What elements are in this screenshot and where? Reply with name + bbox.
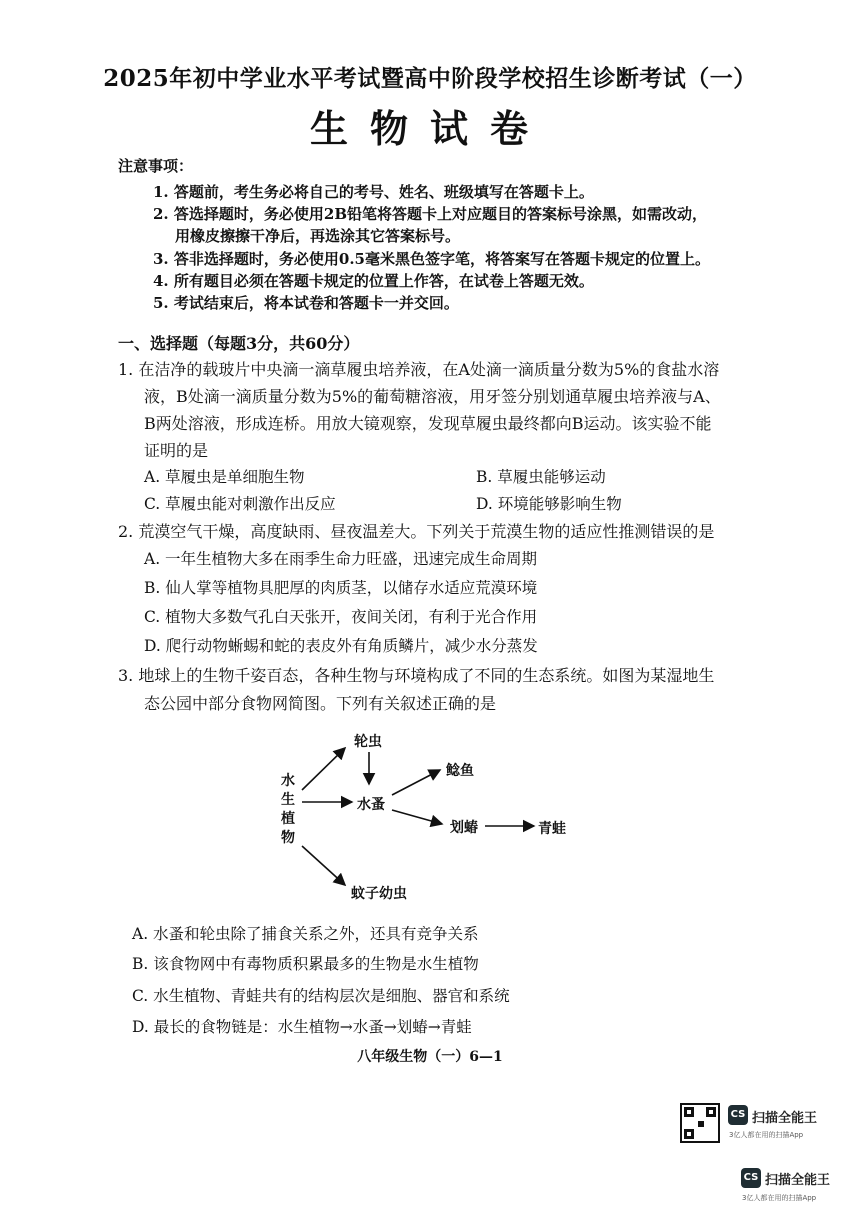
node-diving-beetle: 划蝽 (450, 820, 478, 836)
notice-item-1: 1. 答题前，考生务必将自己的考号、姓名、班级填写在答题卡上。 (153, 183, 594, 201)
q1-option-c: C. 草履虫能对刺激作出反应 (144, 495, 336, 513)
q3-option-c: C. 水生植物、青蛙共有的结构层次是细胞、器官和系统 (132, 987, 510, 1005)
q2-option-a: A. 一年生植物大多在雨季生命力旺盛，迅速完成生命周期 (144, 550, 538, 568)
node-frog: 青蛙 (538, 821, 566, 837)
scanner-tagline: 3亿人都在用的扫描App (729, 1131, 804, 1139)
scanner-logo-icon-bottom: CS (741, 1168, 761, 1188)
notice-heading: 注意事项： (118, 157, 194, 175)
notice-item-2: 2. 答选择题时，务必使用2B铅笔将答题卡上对应题目的答案标号涂黑，如需改动， (153, 205, 708, 223)
q2-option-b: B. 仙人掌等植物具肥厚的肉质茎，以储存水适应荒漠环境 (144, 579, 538, 597)
q2-stem: 2. 荒漠空气干燥，高度缺雨、昼夜温差大。下列关于荒漠生物的适应性推测错误的是 (118, 522, 715, 541)
scanner-tagline-bottom: 3亿人都在用的扫描App (742, 1194, 817, 1202)
q1-option-a: A. 草履虫是单细胞生物 (144, 468, 305, 486)
q1-stem-line-4: 证明的是 (144, 441, 209, 460)
notice-item-4: 4. 所有题目必须在答题卡规定的位置上作答，在试卷上答题无效。 (153, 272, 594, 290)
q1-option-d: D. 环境能够影响生物 (476, 495, 622, 513)
exam-title: 2025年初中学业水平考试暨高中阶段学校招生诊断考试（一） (103, 65, 757, 92)
subject-title: 生物试卷 (309, 106, 550, 151)
notice-item-2-cont: 用橡皮擦擦干净后，再选涂其它答案标号。 (175, 227, 461, 245)
q1-stem-line-1: 1. 在洁净的载玻片中央滴一滴草履虫培养液，在A处滴一滴质量分数为5%的食盐水溶 (118, 360, 720, 379)
scanner-app-name: 扫描全能王 (752, 1111, 818, 1126)
scanner-logo-icon: CS (728, 1105, 748, 1125)
q1-stem-line-2: 液，B处滴一滴质量分数为5%的葡萄糖溶液，用牙签分别划通草履虫培养液与A、 (144, 387, 721, 406)
q3-stem-line-1: 3. 地球上的生物千姿百态，各种生物与环境构成了不同的生态系统。如图为某湿地生 (118, 666, 715, 685)
notice-item-5: 5. 考试结束后，将本试卷和答题卡一并交回。 (153, 294, 459, 312)
arrow-waterflea-to-beetle (392, 810, 442, 824)
node-rotifer: 轮虫 (354, 734, 382, 750)
q3-stem-line-2: 态公园中部分食物网简图。下列有关叙述正确的是 (144, 694, 497, 713)
node-mosquito-larva: 蚊子幼虫 (351, 886, 407, 902)
arrow-waterflea-to-catfish (392, 770, 440, 795)
node-catfish: 鲶鱼 (446, 763, 474, 779)
q3-option-b: B. 该食物网中有毒物质积累最多的生物是水生植物 (132, 955, 479, 973)
qr-code (680, 1103, 720, 1143)
node-aquatic-plant: 水 生 植 物 (281, 773, 295, 846)
node-water-flea: 水蚤 (357, 797, 385, 813)
scanner-app-name-bottom: 扫描全能王 (765, 1173, 831, 1188)
q1-option-b: B. 草履虫能够运动 (476, 468, 606, 486)
arrow-plant-to-rotifer (302, 748, 345, 790)
q1-stem-line-3: B两处溶液，形成连桥。用放大镜观察，发现草履虫最终都向B运动。该实验不能 (144, 414, 712, 433)
arrow-plant-to-larva (302, 846, 345, 885)
q2-option-d: D. 爬行动物蜥蜴和蛇的表皮外有角质鳞片，减少水分蒸发 (144, 637, 538, 655)
q3-option-d: D. 最长的食物链是：水生植物→水蚤→划蝽→青蛙 (132, 1018, 472, 1036)
q3-option-a: A. 水蚤和轮虫除了捕食关系之外，还具有竞争关系 (132, 925, 479, 943)
q2-option-c: C. 植物大多数气孔白天张开，夜间关闭，有利于光合作用 (144, 608, 538, 626)
section-heading: 一、选择题（每题3分，共60分） (118, 334, 360, 353)
page-footer: 八年级生物（一）6—1 (357, 1049, 503, 1065)
notice-item-3: 3. 答非选择题时，务必使用0.5毫米黑色签字笔，将答案写在答题卡规定的位置上。 (153, 250, 710, 268)
